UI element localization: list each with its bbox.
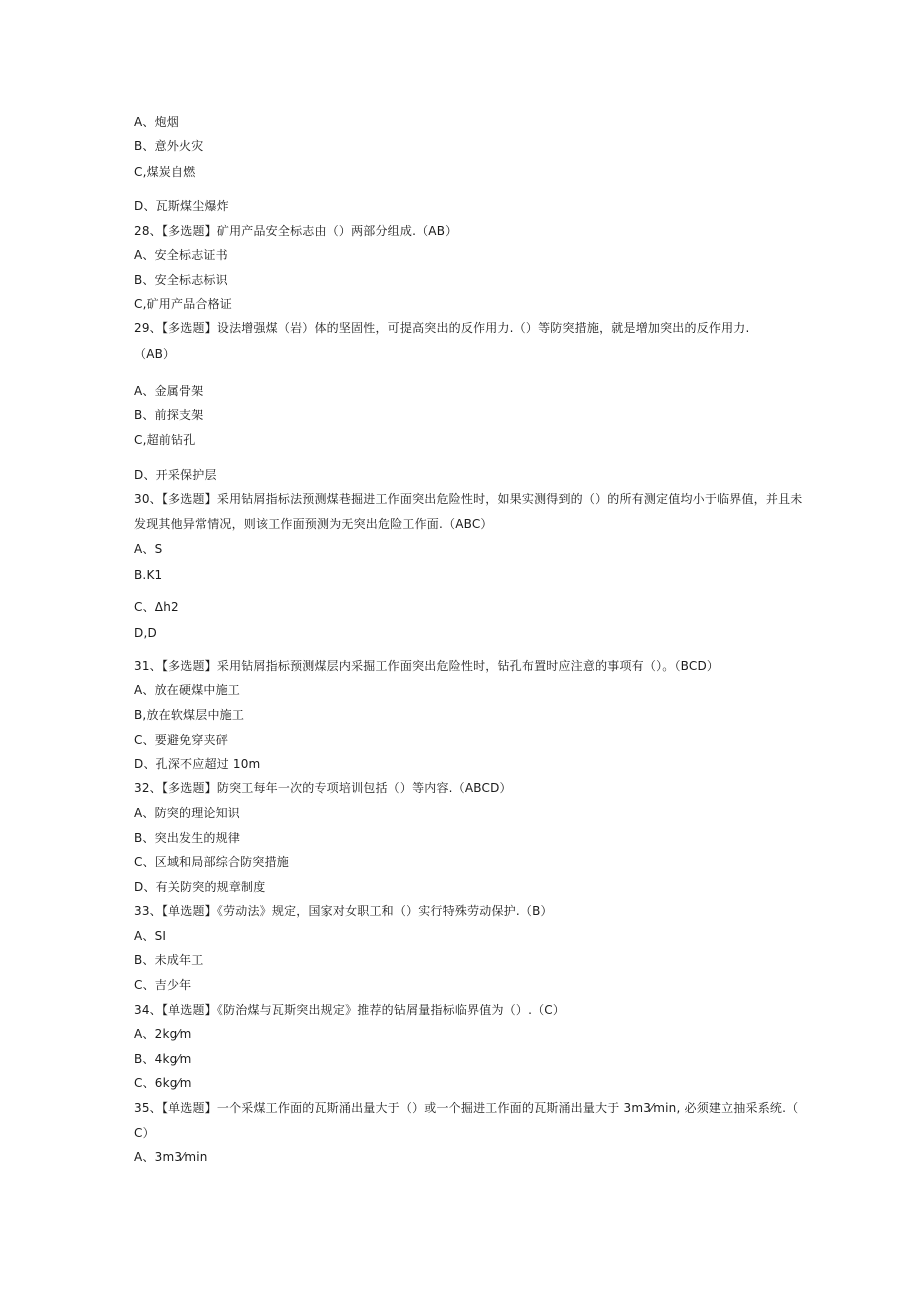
- option-line: C,煤炭自燃: [134, 165, 196, 179]
- option-line: C,矿用产品合格证: [134, 297, 232, 311]
- option-line: A、放在硬煤中施工: [134, 683, 241, 697]
- option-line: B、前探支架: [134, 408, 204, 422]
- option-line: C、Δh2: [134, 600, 179, 614]
- question-28: 28、【多选题】矿用产品安全标志由（）两部分组成.（AB）: [134, 224, 458, 238]
- option-line: B、突出发生的规律: [134, 831, 241, 845]
- option-line: A、2kg⁄m: [134, 1027, 192, 1041]
- option-line: B、4kg⁄m: [134, 1052, 192, 1066]
- option-line: C、吉少年: [134, 978, 192, 992]
- option-line: A、S: [134, 542, 163, 556]
- option-line: B.K1: [134, 568, 163, 582]
- question-30: 30、【多选题】采用钻屑指标法预测煤巷掘进工作面突出危险性时，如果实测得到的（）的所有测定值均小于临界值，并且未: [134, 492, 803, 506]
- option-line: A、安全标志证书: [134, 248, 228, 262]
- option-line: D,D: [134, 626, 157, 640]
- option-line: C、要避免穿夹砰: [134, 733, 228, 747]
- question-29-answer: （AB）: [134, 347, 176, 361]
- question-29: 29、【多选题】设法增强煤（岩）体的坚固性，可提高突出的反作用力.（）等防突措施，就是增加突出的反作用力.: [134, 321, 750, 335]
- question-35: 35、【单选题】一个采煤工作面的瓦斯涌出量大于（）或一个掘进工作面的瓦斯涌出量大于 3m3⁄min, 必须建立抽采系统.（: [134, 1101, 799, 1115]
- option-line: C、6kg⁄m: [134, 1076, 192, 1090]
- option-line: A、炮烟: [134, 115, 180, 129]
- option-line: D、有关防突的规章制度: [134, 880, 266, 894]
- option-line: D、孔深不应超过 10m: [134, 757, 261, 771]
- question-30-continued: 发现其他异常情况，则该工作面预测为无突出危险工作面.（ABC）: [134, 517, 493, 531]
- question-35-answer: C）: [134, 1126, 155, 1140]
- question-32: 32、【多选题】防突工每年一次的专项培训包括（）等内容.（ABCD）: [134, 781, 512, 795]
- option-line: B、意外火灾: [134, 139, 204, 153]
- option-line: B,放在软煤层中施工: [134, 708, 245, 722]
- question-31: 31、【多选题】采用钻屑指标预测煤层内采掘工作面突出危险性时，钻孔布置时应注意的事项有（）。（BCD）: [134, 659, 720, 673]
- option-line: D、瓦斯煤尘爆炸: [134, 199, 229, 213]
- option-line: A、防突的理论知识: [134, 806, 241, 820]
- option-line: C、区域和局部综合防突措施: [134, 855, 289, 869]
- question-33: 33、【单选题】《劳动法》规定，国家对女职工和（）实行特殊劳动保护.（B）: [134, 904, 553, 918]
- option-line: A、金属骨架: [134, 384, 204, 398]
- option-line: C,超前钻孔: [134, 433, 196, 447]
- option-line: D、开采保护层: [134, 468, 217, 482]
- question-34: 34、【单选题】《防治煤与瓦斯突出规定》推荐的钻屑量指标临界值为（）.（C）: [134, 1003, 566, 1017]
- option-line: A、3m3⁄min: [134, 1150, 208, 1164]
- option-line: A、SI: [134, 929, 167, 943]
- option-line: B、未成年工: [134, 953, 204, 967]
- option-line: B、安全标志标识: [134, 273, 228, 287]
